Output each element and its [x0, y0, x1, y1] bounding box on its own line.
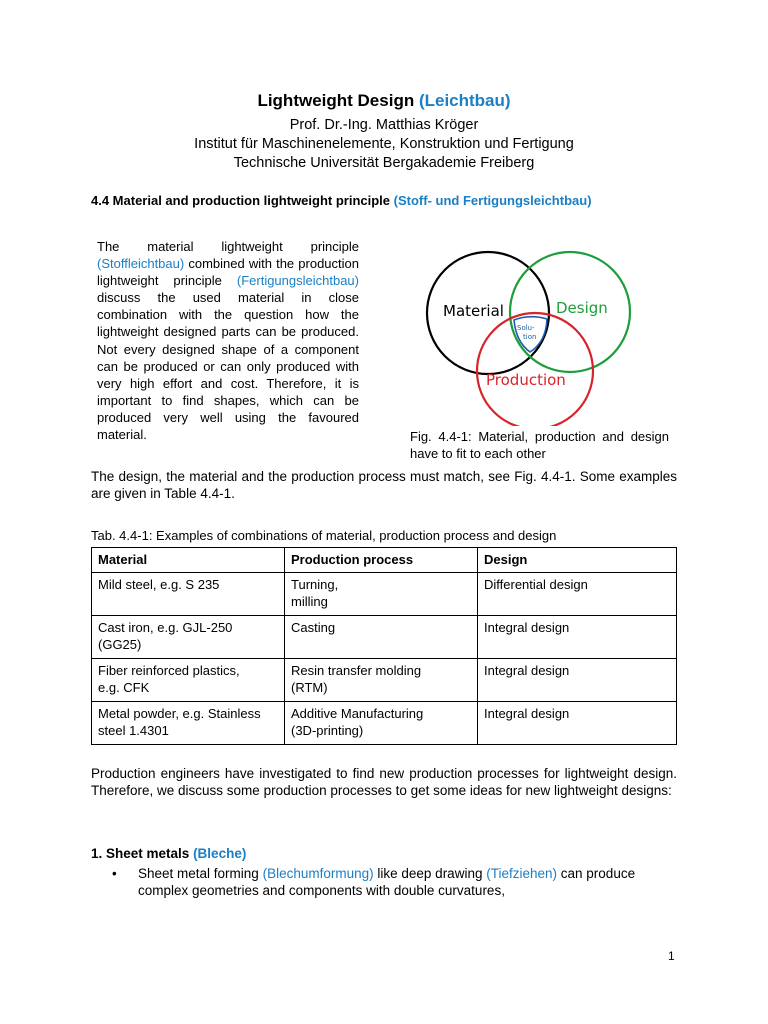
venn-diagram [410, 246, 670, 426]
label-solution-1: Solu- [517, 324, 535, 332]
header-production-process: Production process [285, 548, 478, 573]
section-heading: 4.4 Material and production lightweight principle (Stoff- und Fertigungsleichtbau) [91, 193, 592, 208]
combinations-table [91, 547, 677, 745]
intro-paragraph: The material lightweight principle (Stoffleichtbau) combined with the production lightweight principle (Fertigungsleichtbau) discuss the used material in close combination with the question how the lightweight designed parts can be produced. Not every designed shape of a component can be produced or can only produced with very high effort and cost. Therefore, it is important to find shapes, which can be produced very well using the favoured material. [97, 239, 359, 443]
header-material: Material [92, 548, 285, 573]
subsection-heading-german: (Bleche) [193, 846, 247, 861]
university-line: Technische Universität Bergakademie Freiberg [233, 155, 535, 171]
label-solution-2: tion [523, 333, 537, 341]
bullet-icon: • [112, 866, 117, 881]
label-design: Design [556, 299, 608, 317]
cell-process: Turning, milling [285, 573, 478, 616]
table-row [92, 659, 677, 702]
figure-caption: Fig. 4.4-1: Material, production and design have to fit to each other [410, 429, 669, 461]
cell-design: Integral design [478, 702, 677, 745]
table-header-row [92, 548, 677, 573]
title-german: (Leichtbau) [418, 91, 511, 110]
institute-line: Institut für Maschinenelemente, Konstruktion und Fertigung [194, 136, 574, 152]
cell-material: Metal powder, e.g. Stainless steel 1.4301 [92, 702, 285, 745]
cell-design: Differential design [478, 573, 677, 616]
table-row [92, 573, 677, 616]
cell-material: Cast iron, e.g. GJL-250 (GG25) [92, 616, 285, 659]
list-item-text: Sheet metal forming (Blechumformung) like deep drawing (Tiefziehen) can produce complex geometries and components with double curvatures, [138, 866, 636, 898]
table-caption: Tab. 4.4-1: Examples of combinations of material, production process and design [91, 528, 557, 543]
label-production: Production [486, 371, 566, 389]
document-header [0, 90, 768, 173]
cell-design: Integral design [478, 616, 677, 659]
cell-process: Additive Manufacturing (3D-printing) [285, 702, 478, 745]
cell-process: Resin transfer molding (RTM) [285, 659, 478, 702]
header-design: Design [478, 548, 677, 573]
author-line: Prof. Dr.-Ing. Matthias Kröger [289, 117, 479, 133]
table-row [92, 616, 677, 659]
page-number: 1 [668, 949, 675, 963]
cell-material: Mild steel, e.g. S 235 [92, 573, 285, 616]
subsection-heading: 1. Sheet metals (Bleche) [91, 846, 247, 861]
table-row [92, 702, 677, 745]
production-circle [477, 313, 593, 426]
production-engineers-paragraph: Production engineers have investigated to find new production processes for lightweight design. Therefore, we discuss some production processes to get some ideas for new lightweight designs: [91, 766, 677, 798]
design-match-paragraph: The design, the material and the production process must match, see Fig. 4.4-1. Some examples are given in Table 4.4-1. [91, 469, 677, 501]
cell-material: Fiber reinforced plastics, e.g. CFK [92, 659, 285, 702]
section-heading-german: (Stoff- und Fertigungsleichtbau) [393, 193, 592, 208]
cell-design: Integral design [478, 659, 677, 702]
label-material: Material [443, 302, 504, 320]
document-title: Lightweight Design (Leichtbau) [257, 91, 511, 110]
cell-process: Casting [285, 616, 478, 659]
